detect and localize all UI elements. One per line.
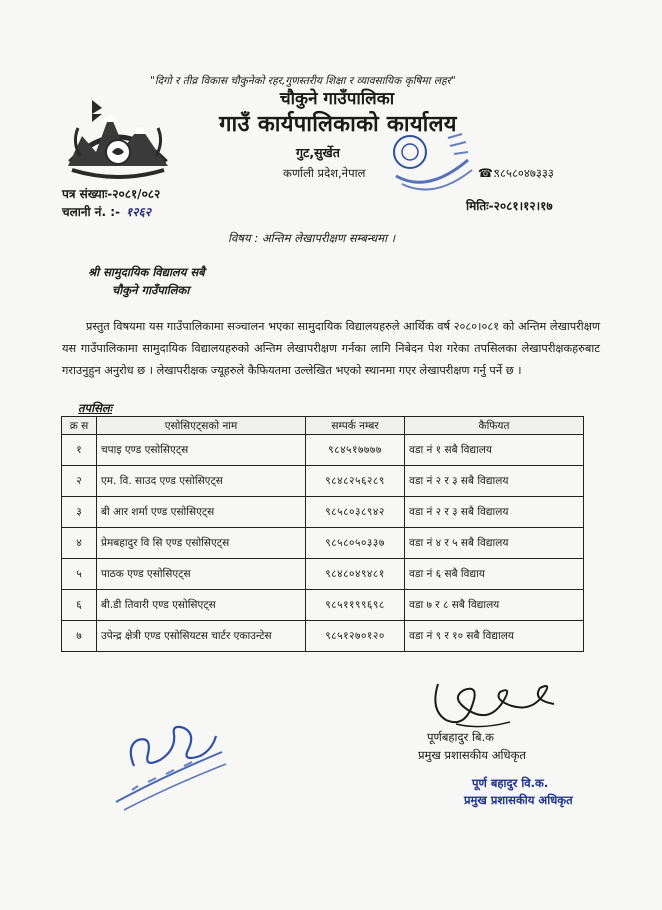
cell-sn: २ xyxy=(62,466,97,497)
cell-remarks: वडा नं ४ र ५ सबै विद्यालय xyxy=(405,528,584,559)
slogan: "दिगो र तीव्र विकास चौकुनेको रहर,गुणस्तरीय शिक्षा र व्यावसायिक कृषिमा लहर" xyxy=(150,75,456,87)
government-emblem-logo xyxy=(62,92,174,180)
address-line1: गुट,सुर्खेत xyxy=(296,145,340,160)
municipality-name: चौकुने गाउँपालिका xyxy=(279,89,395,109)
officer-signature xyxy=(420,670,570,732)
header-sn: क्र स xyxy=(62,417,97,435)
table-row xyxy=(62,621,584,652)
cell-sn: ३ xyxy=(62,497,97,528)
addressee-line1: श्री सामुदायिक विद्यालय सबै xyxy=(88,265,205,279)
auditors-table xyxy=(61,416,584,652)
cell-contact: ९८५८०३८९४२ xyxy=(306,497,405,528)
dispatch-label: चलानी नं. :- xyxy=(62,205,120,219)
cell-remarks: वडा नं १ सबै विद्यालय xyxy=(405,435,584,466)
office-name: गाउँ कार्यपालिकाको कार्यालय xyxy=(219,112,457,137)
cell-name: पाठक एण्ड एसोसिएट्स xyxy=(97,559,306,590)
table-row xyxy=(62,435,584,466)
header-contact: सम्पर्क नम्बर xyxy=(306,417,405,435)
header-name: एसोसिएट्सको नाम xyxy=(97,417,306,435)
addressee-line2: चौकुने गाउँपालिका xyxy=(112,283,190,297)
cell-remarks: वडा नं २ र ३ सबै विद्यालय xyxy=(405,466,584,497)
cell-sn: ५ xyxy=(62,559,97,590)
cell-remarks: वडा नं ९ र १० सबै विद्यालय xyxy=(405,621,584,652)
cell-sn: ४ xyxy=(62,528,97,559)
phone-icon: ☎: xyxy=(478,166,497,180)
table-row xyxy=(62,466,584,497)
details-label: तपसिलः xyxy=(78,401,112,415)
cell-name: बी आर शर्मा एण्ड एसोसिएट्स xyxy=(97,497,306,528)
dispatch-value: १२६२ xyxy=(126,205,151,219)
letter-date: मितिः-२०८१।१२।१७ xyxy=(466,199,553,213)
cell-sn: ६ xyxy=(62,590,97,621)
cell-contact: ९८५१२७०१२० xyxy=(306,621,405,652)
cell-name: चपाइ एण्ड एसोसिएट्स xyxy=(97,435,306,466)
dispatch-number xyxy=(62,203,151,220)
table-row xyxy=(62,528,584,559)
cell-contact: ९८५८०५०३३७ xyxy=(306,528,405,559)
cell-name: उपेन्द्र क्षेत्री एण्ड एसोसियटस चार्टर एकाउन्टेस xyxy=(97,621,306,652)
subject-line: विषय : अन्तिम लेखापरीक्षण सम्बन्धमा । xyxy=(228,231,396,245)
table-row xyxy=(62,590,584,621)
cell-name: प्रेमबहादुर वि सि एण्ड एसोसिएट्स xyxy=(97,528,306,559)
cell-contact: ९८५११९९६९८ xyxy=(306,590,405,621)
cell-name: बी.डी तिवारी एण्ड एसोसिएट्स xyxy=(97,590,306,621)
office-seal-stamp xyxy=(388,130,476,192)
cell-remarks: वडा नं ६ सबै विद्याय xyxy=(405,559,584,590)
cell-contact: ९८४८२५६२८९ xyxy=(306,466,405,497)
stamp-officer-title: प्रमुख प्रशासकीय अधिकृत xyxy=(464,793,573,807)
letter-number: पत्र संख्याः-२०८१/०८२ xyxy=(62,187,161,201)
address-line2: कर्णाली प्रदेश,नेपाल xyxy=(283,166,366,180)
stamp-officer-name: पूर्ण बहादुर वि.क. xyxy=(472,776,549,790)
cell-remarks: वडा नं २ र ३ सबै विद्यालय xyxy=(405,497,584,528)
table-row xyxy=(62,497,584,528)
cell-sn: ७ xyxy=(62,621,97,652)
table-header-row xyxy=(62,417,584,435)
cell-remarks: वडा ७ र ८ सबै विद्यालय xyxy=(405,590,584,621)
officer-title: प्रमुख प्रशासकीय अधिकृत xyxy=(418,748,526,762)
phone-number: ९८५८०४७३३३ xyxy=(494,166,554,180)
header-remarks: कैफियत xyxy=(405,417,584,435)
cell-sn: १ xyxy=(62,435,97,466)
cell-name: एम. वि. साउद एण्ड एसोसिएट्स xyxy=(97,466,306,497)
officer-name: पूर्णबहादुर बि.क xyxy=(427,730,494,744)
cell-contact: ९८४५१७७७७ xyxy=(306,435,405,466)
table-row xyxy=(62,559,584,590)
witness-signature-stamp xyxy=(104,706,234,816)
cell-contact: ९८४८०४९४८१ xyxy=(306,559,405,590)
body-paragraph: प्रस्तुत विषयमा यस गाउँपालिकामा सञ्चालन भएका सामुदायिक विद्यालयहरुले आर्थिक वर्ष २०८०।०८१ को अन्तिम लेखापरीक्षण यस गाउँपालिकामा सामुदायिक विद्यालयहरुको अन्तिम लेखापरीक्षण गर्नका लागि निबेदन पेश गरेका तपसिलका लेखापरीक्षकहरुबाट गराउनुहुन अनुरोध छ । लेखापरीक्षक ज्यूहरुले कैफियतमा उल्लेखित भएको स्थानमा गएर लेखापरीक्षण गर्नु पर्ने छ । xyxy=(62,320,600,377)
